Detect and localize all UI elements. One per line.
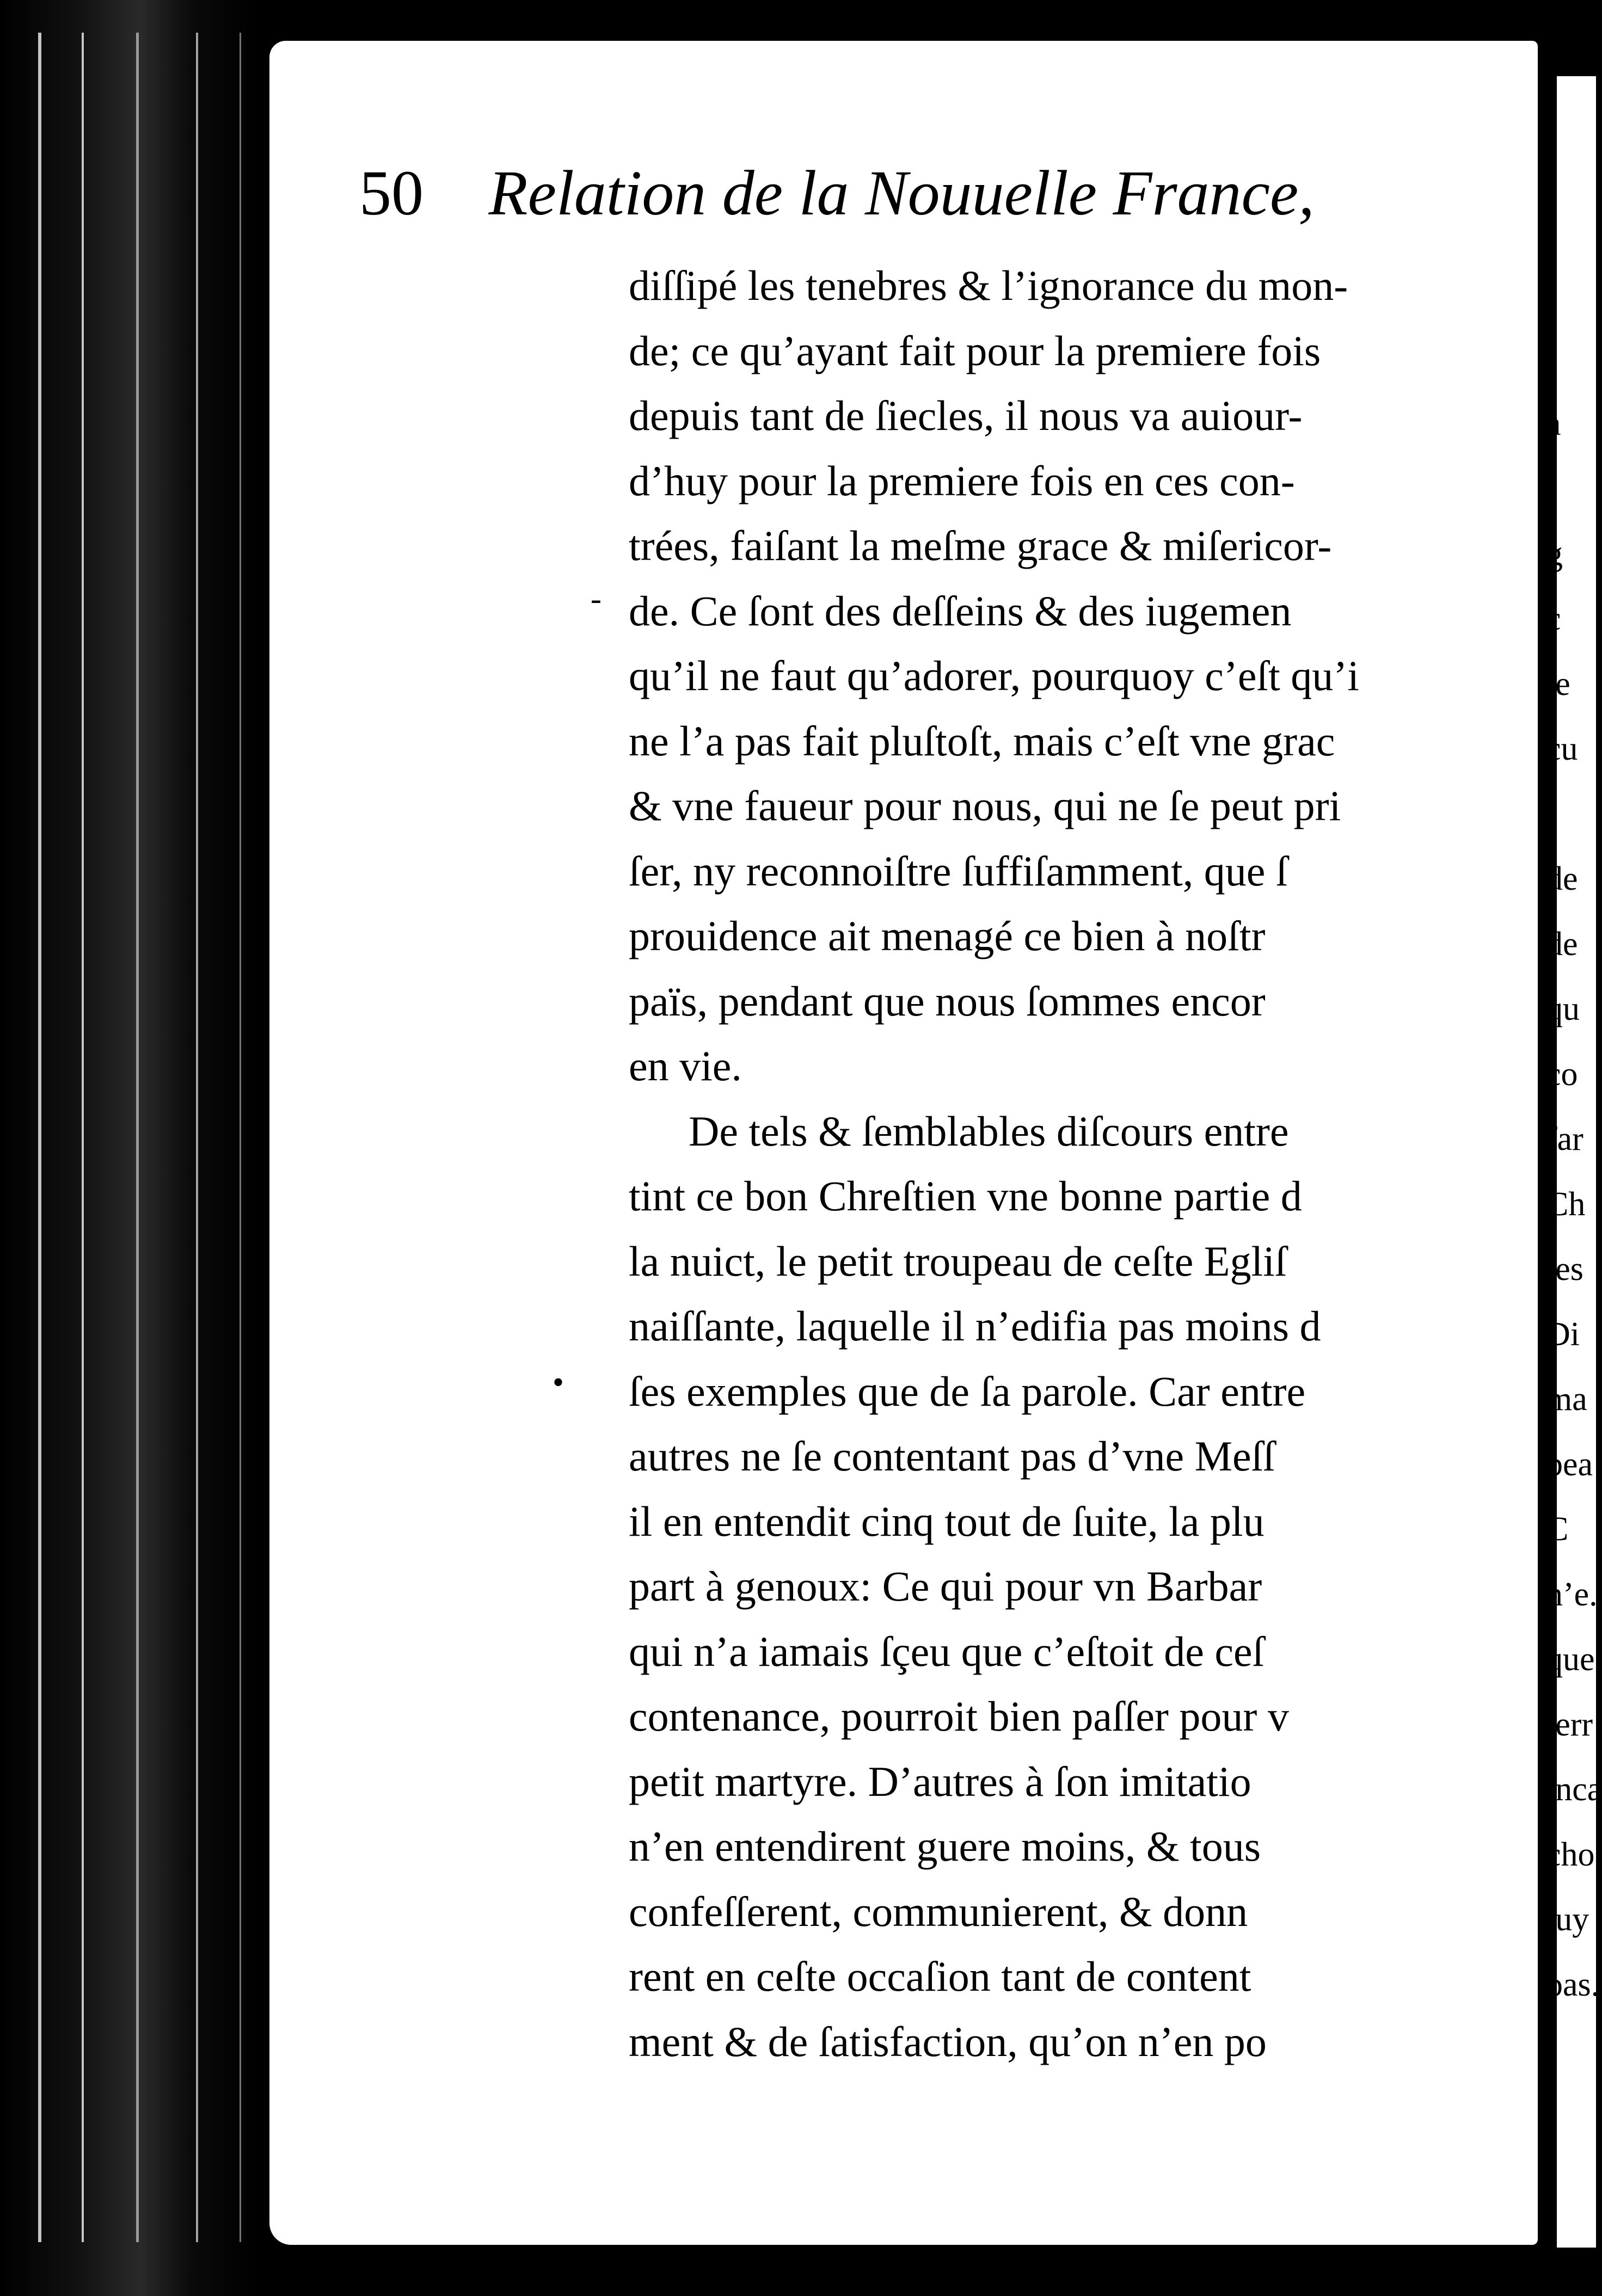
facing-text-fragment: c xyxy=(1546,600,1561,637)
facing-text-fragment: far xyxy=(1546,1121,1583,1158)
body-text xyxy=(629,253,1540,2074)
facing-text-fragment: t xyxy=(1546,340,1556,377)
text-line: il en entendit cinq tout de ſuite, la plu xyxy=(629,1497,1265,1545)
facing-text-fragment: terr xyxy=(1546,1706,1593,1743)
running-head-title: Relation de la Nouuelle France, xyxy=(488,157,1315,229)
page-edge-line xyxy=(136,33,139,2242)
text-line: d’huy pour la premiere fois en ces con- xyxy=(629,457,1295,504)
page-edge-line xyxy=(82,33,84,2242)
text-line: part à genoux: Ce qui pour vn Barbar xyxy=(629,1562,1262,1610)
page-edge-line xyxy=(38,33,41,2242)
text-line: païs, pendant que nous ſommes encor xyxy=(629,977,1266,1025)
facing-text-fragment: g xyxy=(1546,535,1563,573)
facing-text-fragment: cho xyxy=(1546,1836,1595,1873)
text-line: de; ce qu’ayant fait pour la premiere fois xyxy=(629,327,1321,374)
facing-text-fragment: luy xyxy=(1546,1901,1589,1938)
text-line: ſes exemples que de ſa parole. Car entre xyxy=(629,1367,1306,1415)
facing-page-text xyxy=(1546,327,1602,2017)
facing-text-fragment: t xyxy=(1546,470,1556,507)
facing-text-fragment: de xyxy=(1546,860,1578,897)
facing-text-fragment: les xyxy=(1546,1251,1583,1288)
text-line: qu’il ne faut qu’adorer, pourquoy c’eſt qu’i xyxy=(629,652,1359,699)
facing-text-fragment: n’e. xyxy=(1546,1575,1598,1613)
text-line: ne l’a pas fait pluſtoſt, mais c’eſt vne grac xyxy=(629,717,1335,765)
text-line: n’en entendirent guere moins, & tous xyxy=(629,1823,1261,1870)
text-line: ſer, ny reconnoiſtre ſuffiſamment, que ſ xyxy=(629,847,1288,895)
facing-text-fragment: C xyxy=(1546,1511,1569,1548)
text-line: la nuict, le petit troupeau de ceſte Egliſ xyxy=(629,1237,1287,1285)
facing-text-fragment: qu xyxy=(1546,990,1580,1027)
facing-text-fragment: Ch xyxy=(1546,1185,1586,1223)
book-fore-edge xyxy=(0,0,256,2296)
paragraph-start-line: De tels & ſemblables diſcours entre xyxy=(689,1107,1289,1155)
margin-dot-mark: • xyxy=(553,1364,564,1400)
facing-text-fragment xyxy=(1546,782,1596,847)
facing-text-fragment: co xyxy=(1546,1055,1578,1093)
text-line: confeſſerent, communierent, & donn xyxy=(629,1887,1248,1935)
text-line: diſſipé les tenebres & l’ignorance du mon- xyxy=(629,262,1348,309)
page-number: 50 xyxy=(359,157,423,229)
scan-noise-band xyxy=(381,2256,1524,2260)
text-line: prouidence ait menagé ce bien à noſtr xyxy=(629,912,1266,959)
text-line: tint ce bon Chreſtien vne bonne partie d xyxy=(629,1172,1302,1220)
facing-text-fragment: que xyxy=(1546,1641,1595,1678)
text-line: ment & de ſatisfaction, qu’on n’en po xyxy=(629,2017,1267,2065)
margin-dash-mark: - xyxy=(591,581,601,617)
text-line: depuis tant de ſiecles, il nous va auiour- xyxy=(629,392,1303,439)
facing-text-fragment: te xyxy=(1546,665,1570,703)
text-line: trées, faiſant la meſme grace & miſericor- xyxy=(629,522,1332,569)
text-line: de. Ce ſont des deſſeins & des iugemen xyxy=(629,587,1292,635)
text-line: qui n’a iamais ſçeu que c’eſtoit de ceſ xyxy=(629,1627,1265,1675)
text-line: petit martyre. D’autres à ſon imitatio xyxy=(629,1757,1251,1805)
text-line: autres ne ſe contentant pas d’vne Meſſ xyxy=(629,1432,1275,1480)
facing-text-fragment: de xyxy=(1546,925,1578,963)
text-line: rent en ceſte occaſion tant de content xyxy=(629,1953,1251,2000)
facing-text-fragment: Di xyxy=(1546,1315,1580,1353)
running-head xyxy=(359,152,1540,250)
facing-text-fragment: ma xyxy=(1546,1381,1587,1418)
facing-text-fragment: inca xyxy=(1546,1771,1602,1808)
facing-text-fragment: pas. xyxy=(1546,1966,1600,2003)
facing-text-fragment: a xyxy=(1546,405,1561,442)
text-line: en vie. xyxy=(629,1042,742,1089)
page-edge-line xyxy=(240,33,241,2242)
facing-text-fragment: cu xyxy=(1546,730,1578,767)
text-line: & vne faueur pour nous, qui ne ſe peut pri xyxy=(629,782,1341,829)
text-line: contenance, pourroit bien paſſer pour v xyxy=(629,1692,1289,1740)
page-edge-line xyxy=(196,33,198,2242)
text-line: naiſſante, laquelle il n’edifia pas moins d xyxy=(629,1302,1321,1350)
facing-text-fragment: bea xyxy=(1546,1445,1593,1483)
